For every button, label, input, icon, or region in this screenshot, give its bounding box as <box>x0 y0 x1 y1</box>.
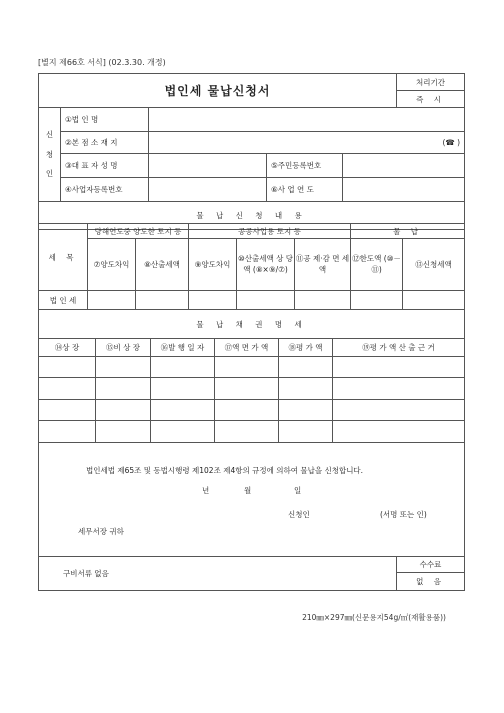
processing-value: 즉 시 <box>397 91 465 108</box>
cell-equiv-tax[interactable] <box>237 291 295 310</box>
col-deduction: ⑪공 제·감 면 세 액 <box>295 239 351 291</box>
phone-field: (☎ ) <box>442 138 461 147</box>
form-code: [별지 제66호 서식] (02.3.30. 개정) <box>38 58 166 67</box>
cell-deduction[interactable] <box>295 291 351 310</box>
business-year-field[interactable] <box>343 178 465 202</box>
date-year: 년 <box>202 486 210 495</box>
bond-cell[interactable] <box>279 357 333 378</box>
tax-item-corp: 법 인 세 <box>39 291 88 310</box>
bond-cell[interactable] <box>215 400 279 421</box>
bond-cell[interactable] <box>39 378 96 400</box>
col-gain-a: ⑦양도차익 <box>88 239 136 291</box>
business-no-field[interactable] <box>149 178 267 202</box>
bond-cell[interactable] <box>333 378 465 400</box>
bond-cell[interactable] <box>151 421 215 443</box>
cell-gain-a[interactable] <box>88 291 136 310</box>
bond-col-face-value: ⑰액 면 가 액 <box>215 339 279 357</box>
business-year-label: ⑥사 업 연 도 <box>267 178 343 202</box>
bond-cell[interactable] <box>39 400 96 421</box>
bond-cell[interactable] <box>39 357 96 378</box>
bond-cell[interactable] <box>96 421 151 443</box>
bond-col-basis: ⑲평 가 액 산 출 근 거 <box>333 339 465 357</box>
bond-cell[interactable] <box>279 421 333 443</box>
declaration-box <box>38 443 465 557</box>
group-c-header: 물 납 <box>351 224 465 239</box>
col-requested-tax: ⑬신청세액 <box>403 239 465 291</box>
bond-cell[interactable] <box>215 378 279 400</box>
bond-row <box>39 378 465 400</box>
business-no-label: ④사업자등록번호 <box>61 178 149 202</box>
bond-cell[interactable] <box>39 421 96 443</box>
bond-cell[interactable] <box>333 421 465 443</box>
attachments-table <box>38 556 465 591</box>
paper-note: 210㎜×297㎜(신문용지54g/㎡(재활용품)) <box>302 613 446 622</box>
bond-cell[interactable] <box>96 400 151 421</box>
bond-cell[interactable] <box>151 357 215 378</box>
cell-gain-b[interactable] <box>189 291 237 310</box>
signature-field[interactable]: (서명 또는 인) <box>380 510 427 519</box>
bond-cell[interactable] <box>333 400 465 421</box>
cell-tax-a[interactable] <box>136 291 189 310</box>
form-table <box>38 73 465 230</box>
bond-row <box>39 357 465 378</box>
addressee: 세무서장 귀하 <box>78 527 124 536</box>
corp-name-field[interactable] <box>149 108 465 132</box>
attachments-label: 구비서류 <box>63 569 92 578</box>
representative-field[interactable] <box>149 154 267 178</box>
bond-cell[interactable] <box>96 357 151 378</box>
group-a-header: 당해연도중 양도한 토지 등 <box>88 224 189 239</box>
representative-label: ③대 표 자 성 명 <box>61 154 149 178</box>
hq-address-field[interactable] <box>149 132 465 154</box>
col-limit: ⑫한도액 (⑩－⑪) <box>351 239 403 291</box>
form-title: 법인세 물납신청서 <box>39 74 397 108</box>
request-heading: 물 납 신 청 내 용 <box>39 202 465 230</box>
hq-address-label: ②본 점 소 재 지 <box>61 132 149 154</box>
tax-item-header: 세 목 <box>39 224 88 291</box>
bond-cell[interactable] <box>151 378 215 400</box>
attachments-value: 없음 <box>94 569 109 578</box>
resident-no-field[interactable] <box>343 154 465 178</box>
corp-name-label: ①법 인 명 <box>61 108 149 132</box>
bond-heading: 물 납 채 권 명 세 <box>39 310 465 339</box>
resident-no-label: ⑤주민등록번호 <box>267 154 343 178</box>
bond-table <box>38 338 465 443</box>
applicant-label: 신청인 <box>288 510 310 519</box>
fee-value: 없 음 <box>397 573 465 591</box>
fee-label: 수수료 <box>397 557 465 573</box>
date-month: 월 <box>244 486 252 495</box>
col-gain-b: ⑨양도차익 <box>189 239 237 291</box>
date-day: 일 <box>294 486 302 495</box>
applicant-group-label: 신 청 인 <box>39 108 61 202</box>
col-equiv-tax: ⑩산출세액 상 당 액 (⑧×⑨/⑦) <box>237 239 295 291</box>
bond-cell[interactable] <box>333 357 465 378</box>
request-table <box>38 223 465 339</box>
bond-cell[interactable] <box>279 400 333 421</box>
cell-requested-tax[interactable] <box>403 291 465 310</box>
statement: 법인세법 제65조 및 동법시행령 제102조 제4항의 규정에 의하여 물납을 신청합니다. <box>86 466 364 475</box>
bond-cell[interactable] <box>151 400 215 421</box>
bond-cell[interactable] <box>215 421 279 443</box>
bond-cell[interactable] <box>215 357 279 378</box>
bond-row <box>39 400 465 421</box>
bond-col-unlisted: ⑮비 상 장 <box>96 339 151 357</box>
bond-col-listed: ⑭상 장 <box>39 339 96 357</box>
bond-row <box>39 421 465 443</box>
bond-cell[interactable] <box>279 378 333 400</box>
bond-cell[interactable] <box>96 378 151 400</box>
attachments-cell <box>39 557 397 591</box>
bond-col-issue-date: ⑯발 행 일 자 <box>151 339 215 357</box>
cell-limit[interactable] <box>351 291 403 310</box>
processing-label: 처리기간 <box>397 74 465 91</box>
bond-col-appraised: ⑱평 가 액 <box>279 339 333 357</box>
group-b-header: 공공사업용 토지 등 <box>189 224 351 239</box>
col-tax-a: ⑧산출세액 <box>136 239 189 291</box>
